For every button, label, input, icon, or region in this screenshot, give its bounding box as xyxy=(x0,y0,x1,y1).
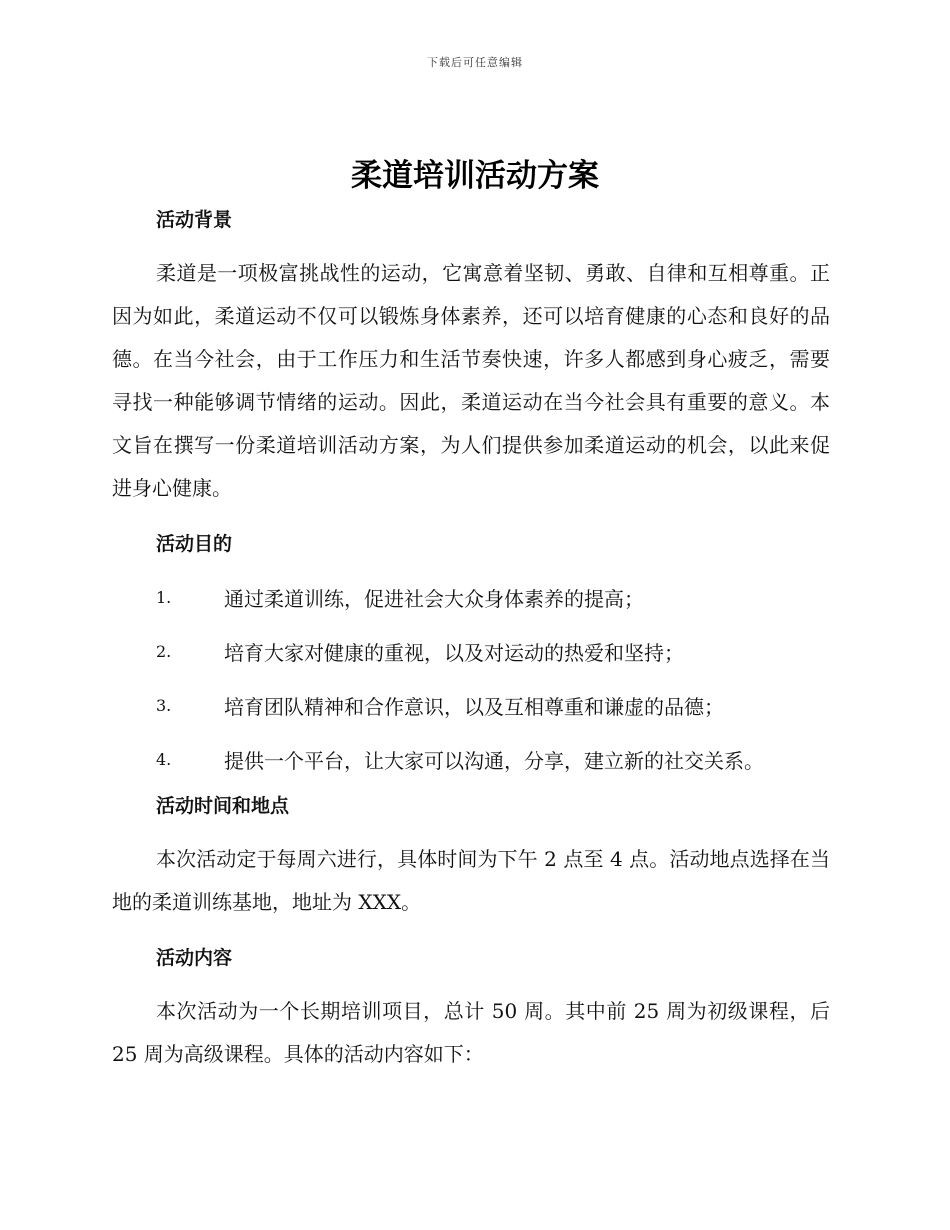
document-title: 柔道培训活动方案 xyxy=(351,158,599,194)
list-text: 培育大家对健康的重视，以及对运动的热爱和坚持； xyxy=(224,640,684,665)
list-item xyxy=(112,570,830,624)
background-paragraph: 柔道是一项极富挑战性的运动，它寓意着坚韧、勇敢、自律和互相尊重。正因为如此，柔道运动不仅可以锻炼身体素养，还可以培育健康的心态和良好的品德。在当今社会，由于工作压力和生活节奏快速，许多人都感到身心疲乏，需要寻找一种能够调节情绪的运动。因此，柔道运动在当今社会具有重要的意义。本文旨在撰写一份柔道培训活动方案，为人们提供参加柔道运动的机会，以此来促进身心健康。 xyxy=(112,261,830,500)
header-note: 下载后可任意编辑 xyxy=(427,56,523,69)
list-item xyxy=(112,624,830,678)
content-paragraph: 本次活动为一个长期培训项目，总计 50 周。其中前 25 周为初级课程，后 25 周为高级课程。具体的活动内容如下： xyxy=(112,999,830,1066)
list-number: 4. xyxy=(156,749,172,769)
section-heading-background: 活动背景 xyxy=(156,209,233,231)
list-number: 2. xyxy=(156,641,172,661)
purpose-list xyxy=(112,570,830,786)
section-heading-purpose: 活动目的 xyxy=(156,533,233,555)
list-text: 通过柔道训练，促进社会大众身体素养的提高； xyxy=(224,586,644,611)
time-location-paragraph: 本次活动定于每周六进行，具体时间为下午 2 点至 4 点。活动地点选择在当地的柔道训练基地，地址为 XXX。 xyxy=(112,847,830,914)
document-body xyxy=(112,200,830,1082)
section-heading-time-location: 活动时间和地点 xyxy=(156,795,290,817)
list-item xyxy=(112,732,830,786)
section-heading-content: 活动内容 xyxy=(156,947,233,969)
list-text: 提供一个平台，让大家可以沟通，分享，建立新的社交关系。 xyxy=(224,748,764,773)
list-number: 1. xyxy=(156,587,172,607)
list-text: 培育团队精神和合作意识，以及互相尊重和谦虚的品德； xyxy=(224,694,724,719)
list-number: 3. xyxy=(156,695,172,715)
list-item xyxy=(112,678,830,732)
